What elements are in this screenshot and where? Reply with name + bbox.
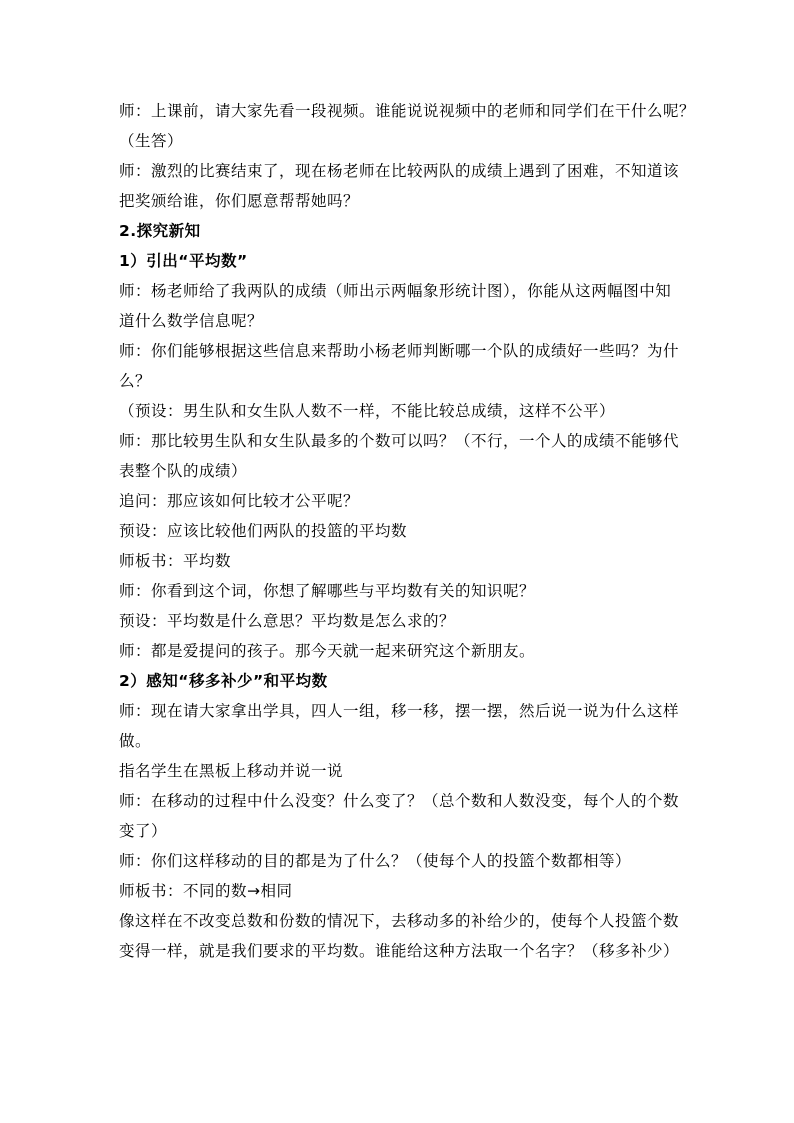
text-line: 师：那比较男生队和女生队最多的个数可以吗？（不行，一个人的成绩不能够代: [119, 432, 680, 450]
text-line: 像这样在不改变总数和份数的情况下，去移动多的补给少的，使每个人投篮个数: [119, 912, 680, 930]
text-line: 师：你们这样移动的目的都是为了什么？（使每个人的投篮个数都相等）: [119, 852, 632, 870]
text-line: 师：在移动的过程中什么没变？什么变了？（总个数和人数没变，每个人的个数: [119, 792, 680, 810]
text-line: 师：你看到这个词，你想了解哪些与平均数有关的知识呢？: [119, 582, 536, 600]
text-line: 做。: [119, 732, 152, 750]
text-line: 师：现在请大家拿出学具，四人一组，移一移，摆一摆，然后说一说为什么这样: [119, 702, 680, 720]
text-line: 师板书：平均数: [119, 552, 232, 570]
text-line: （预设：男生队和女生队人数不一样，不能比较总成绩，这样不公平）: [119, 402, 616, 420]
section-heading: 2.探究新知: [119, 222, 201, 240]
text-line: 指名学生在黑板上移动并说一说: [119, 762, 344, 780]
text-line: 表整个队的成绩）: [119, 462, 248, 480]
text-line: 师：上课前，请大家先看一段视频。谁能说说视频中的老师和同学们在干什么呢？: [119, 102, 696, 120]
text-line: 变得一样，就是我们要求的平均数。谁能给这种方法取一个名字？（移多补少）: [119, 942, 680, 960]
text-line: 把奖颁给谁，你们愿意帮帮她吗？: [119, 192, 360, 210]
text-line: （生答）: [119, 132, 184, 150]
text-line: 道什么数学信息呢？: [119, 312, 264, 330]
document-body: [119, 96, 696, 966]
section-heading: 2）感知“移多补少”和平均数: [119, 672, 328, 690]
text-line: 师板书：不同的数→相同: [119, 882, 293, 900]
text-line: 师：都是爱提问的孩子。那今天就一起来研究这个新朋友。: [119, 642, 536, 660]
text-line: 师：你们能够根据这些信息来帮助小杨老师判断哪一个队的成绩好一些吗？为什: [119, 342, 680, 360]
text-line: 预设：应该比较他们两队的投篮的平均数: [119, 522, 408, 540]
text-line: 师：杨老师给了我两队的成绩（师出示两幅象形统计图），你能从这两幅图中知: [119, 282, 672, 300]
text-line: 变了）: [119, 822, 168, 840]
text-line: 追问：那应该如何比较才公平呢？: [119, 492, 360, 510]
text-line: 么？: [119, 372, 152, 390]
text-line: 师：激烈的比赛结束了，现在杨老师在比较两队的成绩上遇到了困难，不知道该: [119, 162, 680, 180]
section-heading: 1）引出“平均数”: [119, 252, 248, 270]
text-line: 预设：平均数是什么意思？平均数是怎么求的？: [119, 612, 456, 630]
